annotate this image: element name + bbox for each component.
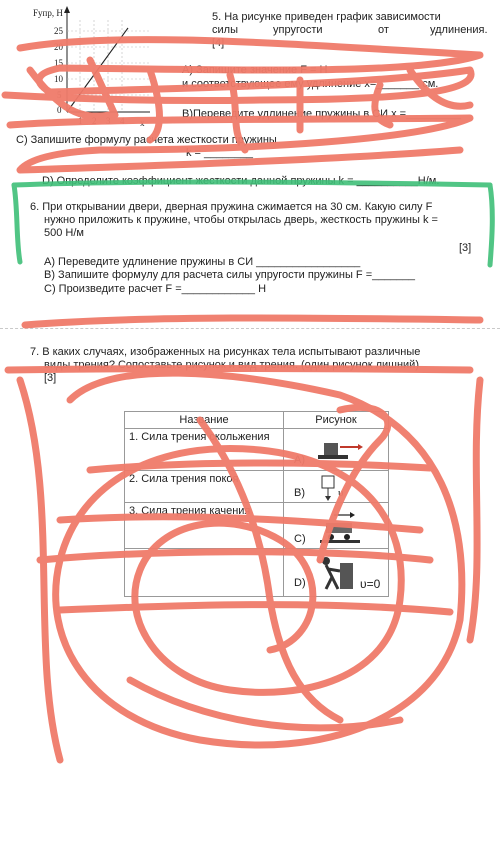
graph-line [67, 28, 128, 112]
friction-table [124, 411, 389, 597]
friction-picture-cell [284, 471, 389, 503]
green-mark-left [14, 185, 20, 262]
graph-x-tick-2: 2 [92, 116, 97, 126]
task5-part-a: А) Запишите значение F = Н [182, 64, 328, 76]
friction-name-cell [125, 549, 284, 597]
friction-picture-cell [284, 549, 389, 597]
table-row [125, 471, 389, 503]
task5-line2-word4: удлинения. [430, 24, 488, 36]
task5-part-b: В)Переведите удлинение пружины в СИ x =_________ [182, 108, 462, 120]
friction-picture-cell [284, 503, 389, 549]
resting-block-icon [320, 474, 350, 502]
table-header-picture: Рисунок [284, 412, 389, 429]
table-header-row [125, 412, 389, 429]
velocity-zero-label: υ=0 [360, 577, 381, 591]
task6-line1: 6. При открывании двери, дверная пружина сжимается на 30 см. Какую силу F [30, 201, 433, 213]
task5-part-d: D) Определите коэффициент жесткости данной пружины k = __________Н/м. [42, 175, 440, 187]
green-mark-right [490, 185, 492, 265]
task5-part-a-line2: и соответствующее ему удлинение x=_______ см. [182, 78, 439, 90]
task5-part-c: С) Запишите формулу расчета жесткости пружины [16, 134, 277, 146]
graph-grid [67, 20, 150, 112]
graph-x-tick-1: 1 [78, 116, 83, 126]
task7-line1: 7. В каких случаях, изображенных на рисунках тела испытывают различные [30, 346, 421, 358]
table-row [125, 549, 389, 597]
graph-y-tick-0: 0 [57, 105, 62, 115]
task7-line2: виды трения? Сопоставьте рисунок и вид трения. (один рисунок лишний) [44, 359, 419, 371]
person-pushing-box-icon [316, 555, 356, 593]
table-header-name: Название [125, 412, 284, 429]
picture-label-b: В) [294, 487, 305, 499]
task6-line3: 500 Н/м [44, 227, 84, 239]
task6-line2: нужно приложить к пружине, чтобы открылась дверь, жесткость пружины k = [44, 214, 438, 226]
graph-y-tick-20: 20 [54, 42, 63, 52]
graph-y-tick-10: 10 [54, 74, 63, 84]
graph-y-axis-label: Fупр, Н [33, 8, 63, 18]
page-divider [0, 328, 500, 329]
friction-name-cell: 2. Сила трения покоя [125, 471, 284, 503]
picture-label-a: А) [294, 454, 305, 466]
task6-part-b: В) Запишите формулу для расчета силы упругости пружины F =_______ [44, 269, 415, 281]
graph-x-tick-3: 3 [106, 116, 111, 126]
picture-label-d: D) [294, 577, 306, 589]
task5-line1: 5. На рисунке приведен график зависимости [212, 11, 441, 23]
graph-y-tick-25: 25 [54, 26, 63, 36]
rolling-cart-icon [318, 507, 368, 547]
task6-marks: [3] [459, 242, 472, 254]
task6-part-a: А) Переведите удлинение пружины в СИ _________________ [44, 256, 361, 268]
sliding-block-icon [314, 435, 364, 467]
graph-y-arrow [64, 6, 70, 13]
task6-part-c: С) Произведите расчет F =____________ Н [44, 283, 267, 295]
task5-marks: [4] [212, 37, 225, 49]
graph-x-tick-4: 4 [120, 116, 125, 126]
picture-label-c: С) [294, 533, 306, 545]
velocity-symbol: υ [338, 487, 344, 499]
graph-x-axis-label: x [140, 118, 145, 128]
friction-picture-cell [284, 429, 389, 471]
friction-name-cell: 1. Сила трения скольжения [125, 429, 284, 471]
task5-line2-word2: упругости [273, 24, 323, 36]
task5-line2-word3: от [378, 24, 389, 36]
task7-marks: [3] [44, 372, 57, 384]
table-row [125, 429, 389, 471]
friction-name-cell: 3. Сила трения качения [125, 503, 284, 549]
force-extension-graph [0, 0, 160, 135]
graph-y-tick-5: 5 [57, 90, 62, 100]
graph-y-tick-15: 15 [54, 58, 63, 68]
task5-part-c-formula: k = ________ [186, 147, 253, 159]
task5-line2-word1: силы [212, 24, 238, 36]
table-row [125, 503, 389, 549]
